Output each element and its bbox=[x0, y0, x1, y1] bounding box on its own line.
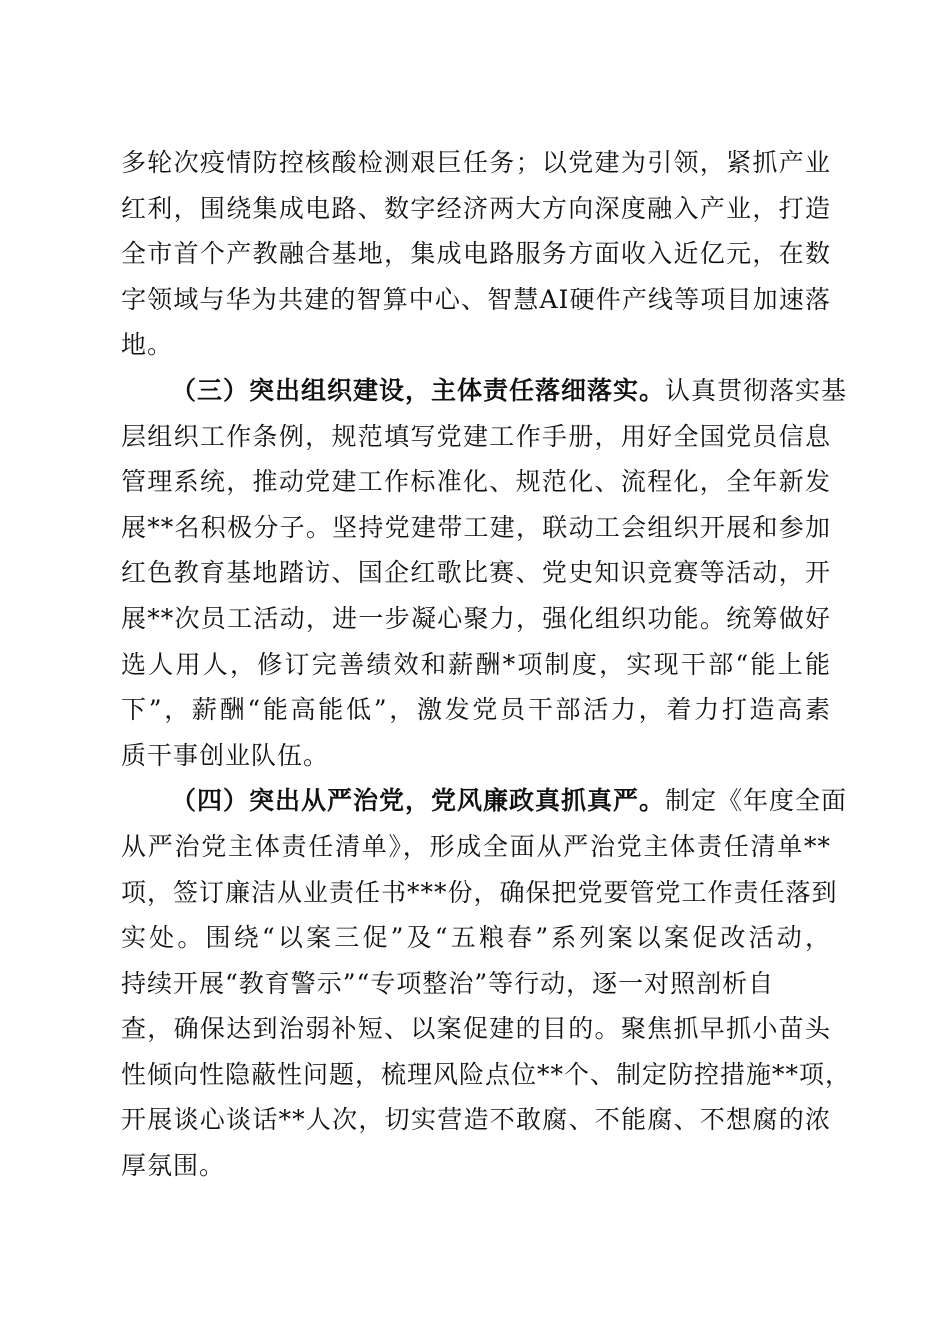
text-line: 项，签订廉洁从业责任书***份，确保把党要管党工作责任落到 bbox=[121, 877, 838, 907]
section-heading-4: （四）突出从严治党，党风廉政真抓真严。 bbox=[171, 786, 666, 816]
text-line: 厚氛围。 bbox=[121, 1151, 226, 1181]
paragraph-3 bbox=[121, 778, 852, 1188]
document-body bbox=[121, 140, 852, 1189]
text-line: 查，确保达到治弱补短、以案促建的目的。聚焦抓早抓小苗头 bbox=[121, 1014, 831, 1044]
text-line: 选人用人，修订完善绩效和薪酬*项制度，实现干部“能上能 bbox=[121, 649, 831, 679]
text-line: 展**次员工活动，进一步凝心聚力，强化组织功能。统筹做好 bbox=[121, 603, 831, 633]
text-line: 持续开展“教育警示”“专项整治”等行动，逐一对照剖析自 bbox=[121, 968, 775, 998]
paragraph-2 bbox=[121, 368, 848, 778]
paragraph-1 bbox=[121, 140, 831, 368]
text-line: 多轮次疫情防控核酸检测艰巨任务；以党建为引领，紧抓产业 bbox=[121, 148, 831, 177]
text-line: 管理系统，推动党建工作标准化、规范化、流程化，全年新发 bbox=[121, 467, 831, 497]
text-line: 红色教育基地踏访、国企红歌比赛、党史知识竞赛等活动，开 bbox=[121, 558, 831, 588]
text-line: 红利，围绕集成电路、数字经济两大方向深度融入产业，打造 bbox=[121, 193, 831, 223]
text-line: 实处。围绕“以案三促”及“五粮春”系列案以案促改活动， bbox=[121, 923, 831, 953]
text-line: 性倾向性隐蔽性问题，梳理风险点位**个、制定防控措施**项， bbox=[121, 1059, 852, 1089]
text-line: 字领域与华为共建的智算中心、智慧AI硬件产线等项目加速落 bbox=[121, 284, 831, 314]
text-line: 开展谈心谈话**人次，切实营造不敢腐、不能腐、不想腐的浓 bbox=[121, 1105, 831, 1135]
section-heading-3: （三）突出组织建设，主体责任落细落实。 bbox=[171, 375, 666, 405]
text-line bbox=[121, 778, 848, 824]
text-line-rest: 制定《年度全面 bbox=[665, 786, 848, 816]
text-line: 展**名积极分子。坚持党建带工建，联动工会组织开展和参加 bbox=[121, 512, 831, 542]
text-line bbox=[121, 368, 848, 414]
text-line: 质干事创业队伍。 bbox=[121, 740, 330, 770]
text-line-rest: 认真贯彻落实基 bbox=[665, 375, 848, 405]
text-line: 下”，薪酬“能高能低”，激发党员干部活力，着力打造高素 bbox=[121, 695, 831, 725]
text-line: 层组织工作条例，规范填写党建工作手册，用好全国党员信息 bbox=[121, 421, 831, 451]
text-line: 从严治党主体责任清单》，形成全面从严治党主体责任清单** bbox=[121, 831, 831, 861]
text-line: 全市首个产教融合基地，集成电路服务方面收入近亿元，在数 bbox=[121, 239, 831, 269]
text-line: 地。 bbox=[121, 330, 174, 360]
